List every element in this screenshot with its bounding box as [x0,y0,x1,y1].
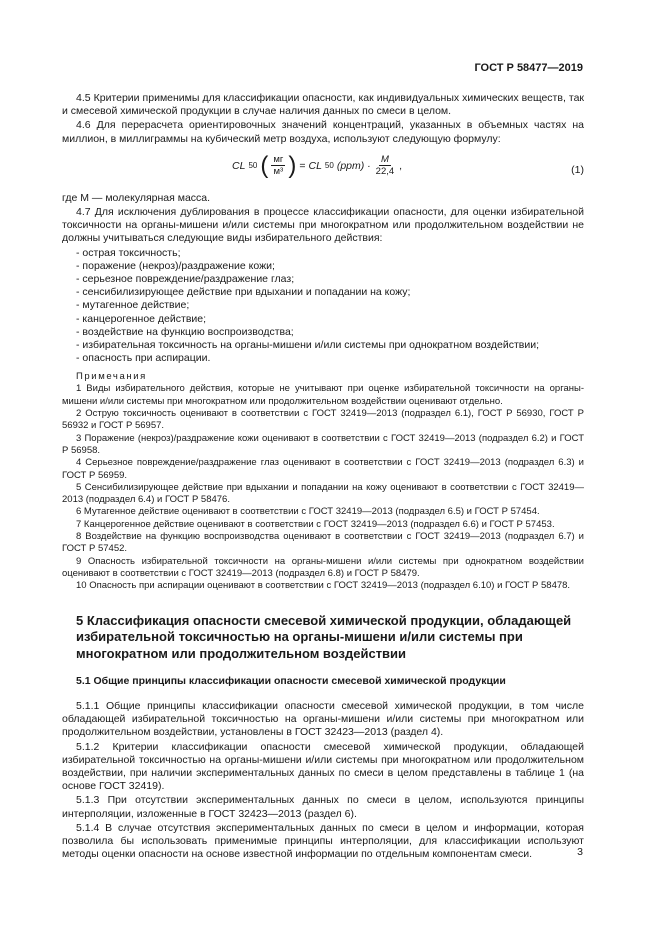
list-item: - опасность при аспирации. [76,352,211,365]
notes-list [62,383,584,592]
formula-tail: , [399,159,403,172]
paragraph-5-1-4: 5.1.4 В случае отсутствия экспериментальных данных по смеси в целом и информации, которая позволила бы использовать применимые принципы интерполяции, для классификации используют методы оценки опасности на основе известной информации по отдельным компонентам смеси. [62,821,584,861]
note-item: 4 Серьезное повреждение/раздражение глаз оценивают в соответствии с ГОСТ 32419—2013 (подраздел 6.3) и ГОСТ Р 56959. [62,457,584,481]
note-item: 6 Мутагенное действие оценивают в соответствии с ГОСТ 32419—2013 (подраздел 6.5) и ГОСТ Р 57454. [76,506,540,518]
page-number: 3 [577,846,583,858]
list-item: - сенсибилизирующее действие при вдыхании и попадании на кожу; [76,286,411,299]
list-item: - воздействие на функцию воспроизводства; [76,325,294,338]
page-content [62,92,584,862]
formula-cl-2: CL [308,159,322,172]
formula-expression [232,151,403,179]
note-item: 3 Поражение (некроз)/раздражение кожи оценивают в соответствии с ГОСТ 32419—2013 (подраздел 6.2) и ГОСТ Р 56958. [62,432,584,456]
paragraph-4-6: 4.6 Для перерасчета ориентировочных значений концентраций, указанных в объемных частях на миллион, в миллиграммы на кубический метр воздуха, используют следующую формулу: [62,119,584,145]
list-item: - серьезное повреждение/раздражение глаз; [76,273,295,286]
document-id: ГОСТ Р 58477—2019 [474,62,583,74]
formula-number: (1) [571,163,584,176]
subsection-5-1-heading: 5.1 Общие принципы классификации опасности смесевой химической продукции [76,675,506,687]
formula-ppm: (ppm) · [336,159,371,172]
formula-cl: CL [232,159,246,172]
paragraph-4-7: 4.7 Для исключения дублирования в процессе классификации опасности, для оценки избирательной токсичности на органы-мишени и/или системы при многократном или продолжительном воздействии не должны учитываться следующие виды избирательного действия: [62,206,584,245]
paragraph-4-5: 4.5 Критерии применимы для классификации опасности, как индивидуальных химических веществ, так и смесевой химической продукции в случае наличия данных по смеси в целом. [62,92,584,118]
paragraph-5-1-1: 5.1.1 Общие принципы классификации опасности смесевой химической продукции, в том числе обладающей избирательной токсичностью на органы-мишени и/или системы при многократном или продолжительном воздействии, установлены в ГОСТ 32423—2013 (раздел 4). [62,700,584,739]
formula-frac2-den: 22,4 [375,166,395,178]
list-item: - острая токсичность; [76,246,181,259]
formula-frac1-num: мг [273,154,284,166]
note-item: 5 Сенсибилизирующее действие при вдыхании и попадании на кожу оценивают в соответствии с ГОСТ 32419—2013 (подраздел 6.4) и ГОСТ Р 58476. [62,481,584,506]
formula-paren-open: ( [260,151,269,179]
note-item: 1 Виды избирательного действия, которые не учитывают при оценке избирательной токсичности на органы-мишени и/или системы при многократном или продолжительном воздействии оценивают отдельно. [62,383,584,407]
note-item: 2 Острую токсичность оценивают в соответствии с ГОСТ 32419—2013 (подраздел 6.1), ГОСТ Р 56930, ГОСТ Р 56932 и ГОСТ Р 56957. [62,408,584,432]
list-item: - мутагенное действие; [76,299,190,312]
list-item: - канцерогенное действие; [76,312,207,325]
excluded-effects-list [62,247,584,366]
formula-1 [62,148,584,192]
formula-sub-2: 50 [324,161,334,171]
formula-paren-close: ) [288,151,297,179]
section-5-heading: 5 Классификация опасности смесевой химической продукции, обладающей избирательной токсичностью на органы-мишени и/или системы при многократном или продолжительном воздействии [76,612,572,661]
paragraph-5-1-3: 5.1.3 При отсутствии экспериментальных данных по смеси в целом, используются принципы интерполяции, изложенные в ГОСТ 32423—2013 (раздел 6). [62,794,584,820]
formula-legend: где M — молекулярная масса. [62,191,211,204]
formula-sub: 50 [248,161,258,171]
list-item: - избирательная токсичность на органы-мишени и/или системы при однократном воздействии; [76,339,540,352]
formula-equals: = [299,159,306,172]
note-item: 8 Воздействие на функцию воспроизводства оценивают в соответствии с ГОСТ 32419—2013 (подраздел 6.7) и ГОСТ Р 57452. [62,531,584,555]
formula-fraction-molar [374,154,397,177]
formula-frac1-den: м³ [273,166,284,178]
notes-title: Примечания [76,371,147,383]
note-item: 9 Опасность избирательной токсичности на органы-мишени и/или системы при однократном воздействии оценивают в соответствии с ГОСТ 32419—2013 (подраздел 6.8) и ГОСТ Р 58479. [62,555,584,579]
formula-frac2-num: M [380,154,389,166]
list-item: - поражение (некроз)/раздражение кожи; [76,259,275,272]
formula-fraction-units [271,154,285,177]
note-item: 7 Канцерогенное действие оценивают в соответствии с ГОСТ 32419—2013 (подраздел 6.6) и ГОСТ Р 57453. [76,518,555,530]
note-item: 10 Опасность при аспирации оценивают в соответствии с ГОСТ 32419—2013 (подраздел 6.10) и ГОСТ Р 58478. [76,580,571,592]
paragraph-5-1-2: 5.1.2 Критерии классификации опасности смесевой химической продукции, обладающей избирательной токсичностью на органы-мишени и/или системы при многократном или продолжительном воздействии, при наличии экспериментальных данных по смеси в целом представлены в таблице 1 (на основе ГОСТ 32419). [62,740,584,793]
